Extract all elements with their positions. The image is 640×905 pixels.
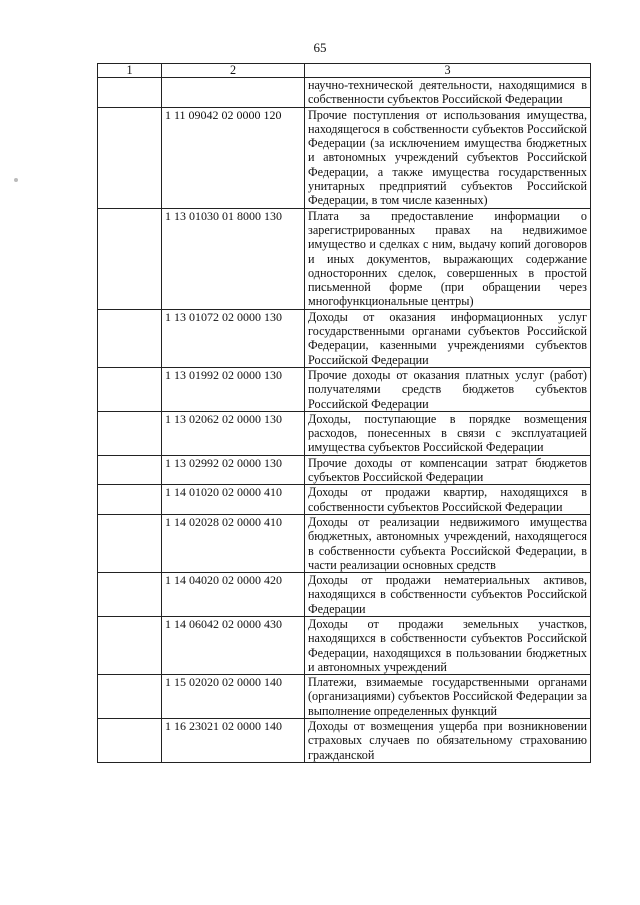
description-cell: Доходы от возмещения ущерба при возникновении страховых случаев по обязательному страхованию гражданской <box>305 719 591 763</box>
header-row <box>98 64 591 78</box>
table-row <box>98 411 591 455</box>
col1-cell <box>98 719 162 763</box>
code-cell <box>162 78 305 108</box>
description-cell: Доходы от продажи квартир, находящихся в собственности субъектов Российской Федерации <box>305 485 591 515</box>
code-cell: 1 14 06042 02 0000 430 <box>162 616 305 674</box>
col1-cell <box>98 309 162 367</box>
col1-cell <box>98 485 162 515</box>
table-row <box>98 675 591 719</box>
col1-cell <box>98 573 162 617</box>
description-cell: Прочие поступления от использования имущества, находящегося в собственности субъектов Российской Федерации (за исключением имущества бюджетных и автономных учреждений субъектов Российской Федерации, а также имущества государственных унитарных предприятий субъектов Российской Федерации, в том числе казенных) <box>305 107 591 208</box>
column-header-1: 1 <box>98 64 162 78</box>
table-row <box>98 616 591 674</box>
table-row <box>98 719 591 763</box>
description-cell: Доходы от продажи нематериальных активов, находящихся в собственности субъектов Российской Федерации <box>305 573 591 617</box>
col1-cell <box>98 675 162 719</box>
description-cell: Доходы, поступающие в порядке возмещения расходов, понесенных в связи с эксплуатацией имущества субъектов Российской Федерации <box>305 411 591 455</box>
code-cell: 1 14 04020 02 0000 420 <box>162 573 305 617</box>
code-cell: 1 14 01020 02 0000 410 <box>162 485 305 515</box>
description-cell: Доходы от оказания информационных услуг государственными органами субъектов Российской Федерации, казенными учреждениями субъектов Российской Федерации <box>305 309 591 367</box>
code-cell: 1 15 02020 02 0000 140 <box>162 675 305 719</box>
code-cell: 1 16 23021 02 0000 140 <box>162 719 305 763</box>
code-cell: 1 13 01072 02 0000 130 <box>162 309 305 367</box>
description-cell: научно-технической деятельности, находящимися в собственности субъектов Российской Федерации <box>305 78 591 108</box>
description-cell: Прочие доходы от компенсации затрат бюджетов субъектов Российской Федерации <box>305 455 591 485</box>
col1-cell <box>98 455 162 485</box>
table-row <box>98 455 591 485</box>
table-row <box>98 309 591 367</box>
col1-cell <box>98 107 162 208</box>
col1-cell <box>98 411 162 455</box>
description-cell: Доходы от реализации недвижимого имущества бюджетных, автономных учреждений, находящегося в собственности субъекта Российской Федерации, в части реализации основных средств <box>305 514 591 572</box>
column-header-3: 3 <box>305 64 591 78</box>
column-header-2: 2 <box>162 64 305 78</box>
scan-speck <box>14 178 18 182</box>
code-cell: 1 13 02062 02 0000 130 <box>162 411 305 455</box>
table-row <box>98 208 591 309</box>
table-row <box>98 78 591 108</box>
table-row <box>98 485 591 515</box>
table-row <box>98 573 591 617</box>
table-row <box>98 367 591 411</box>
table-row <box>98 514 591 572</box>
code-cell: 1 14 02028 02 0000 410 <box>162 514 305 572</box>
code-cell: 1 13 01030 01 8000 130 <box>162 208 305 309</box>
description-cell: Платежи, взимаемые государственными органами (организациями) субъектов Российской Федерации за выполнение определенных функций <box>305 675 591 719</box>
table-row <box>98 107 591 208</box>
col1-cell <box>98 78 162 108</box>
code-cell: 1 13 01992 02 0000 130 <box>162 367 305 411</box>
description-cell: Прочие доходы от оказания платных услуг (работ) получателями средств бюджетов субъектов Российской Федерации <box>305 367 591 411</box>
page-number: 65 <box>313 40 327 55</box>
col1-cell <box>98 367 162 411</box>
col1-cell <box>98 208 162 309</box>
revenue-codes-table <box>97 63 591 763</box>
code-cell: 1 11 09042 02 0000 120 <box>162 107 305 208</box>
code-cell: 1 13 02992 02 0000 130 <box>162 455 305 485</box>
description-cell: Доходы от продажи земельных участков, находящихся в собственности субъектов Российской Федерации, находящихся в пользовании бюджетных и автономных учреждений <box>305 616 591 674</box>
col1-cell <box>98 616 162 674</box>
col1-cell <box>98 514 162 572</box>
description-cell: Плата за предоставление информации о зарегистрированных правах на недвижимое имущество и сделках с ним, выдачу копий договоров и иных документов, выражающих содержание односторонних сделок, совершенных в простой письменной форме (при обращении через многофункциональные центры) <box>305 208 591 309</box>
